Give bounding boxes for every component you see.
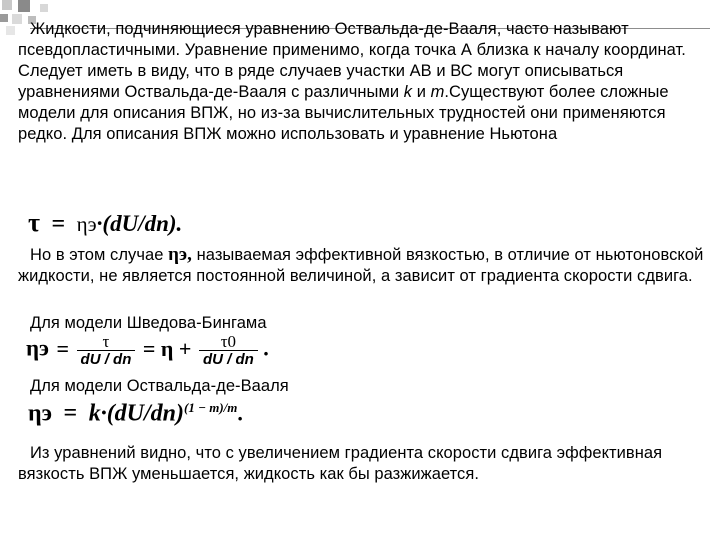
formula-bingham bbox=[26, 333, 269, 368]
paragraph-intro bbox=[18, 19, 710, 145]
ostwald-eta: ηэ bbox=[28, 400, 52, 427]
bingham-frac2-den: dU / dn bbox=[199, 350, 258, 368]
newton-eq: = bbox=[51, 211, 66, 237]
bingham-frac1-den: dU / dn bbox=[77, 350, 136, 368]
paragraph-bingham-label bbox=[18, 313, 710, 334]
intro-text: Жидкости, подчиняющиеся уравнению Оствальда-де-Вааля, часто называют псевдопластичными. Уравнение применимо, когда точка А близка к началу координат. Следует иметь в виду, что в ряде случаев участки АВ и ВС могут описываться уравнениями Оствальда-де-Вааля с различными bbox=[18, 20, 686, 101]
bingham-eq2: = η + bbox=[142, 335, 192, 361]
p2-eta: ηэ, bbox=[168, 244, 192, 265]
ostwald-label: Для модели Оствальда-де-Вааля bbox=[30, 377, 289, 395]
var-m: m bbox=[430, 83, 445, 101]
ostwald-body: k·(dU/dn) bbox=[88, 400, 185, 427]
ostwald-end: . bbox=[237, 400, 243, 426]
bingham-frac2 bbox=[199, 333, 258, 368]
bingham-frac2-num: τ0 bbox=[220, 332, 237, 351]
bingham-eta: ηэ bbox=[26, 335, 49, 361]
var-k: k bbox=[403, 83, 413, 101]
bingham-frac1 bbox=[77, 333, 136, 368]
newton-tau: τ bbox=[28, 208, 40, 237]
ostwald-eq: = bbox=[63, 400, 78, 427]
bingham-frac1-num: τ bbox=[102, 332, 110, 351]
paragraph-effective-viscosity bbox=[18, 244, 710, 287]
conclusion-text: Из уравнений видно, что с увеличением градиента скорости сдвига эффективная вязкость ВПЖ уменьшается, жидкость как бы разжижается. bbox=[18, 444, 663, 483]
bingham-end: . bbox=[263, 335, 269, 361]
p2-start: Но в этом случае bbox=[30, 246, 169, 264]
newton-eta: ηэ bbox=[76, 212, 97, 236]
paragraph-conclusion bbox=[18, 443, 710, 485]
newton-rest: ·(dU/dn). bbox=[96, 211, 183, 236]
bingham-label: Для модели Шведова-Бингама bbox=[30, 314, 267, 332]
formula-ostwald bbox=[28, 400, 243, 427]
bingham-eq1: = bbox=[56, 335, 70, 361]
intro-and: и bbox=[412, 83, 431, 101]
ostwald-exponent: (1 − m)/m bbox=[184, 400, 238, 415]
paragraph-ostwald-label bbox=[18, 376, 710, 397]
formula-newton bbox=[28, 208, 182, 238]
intro-text-end: .Существуют более сложные модели для описания ВПЖ, но из-за вычислительных трудностей они применяются редко. Для описания ВПЖ можно использовать и уравнение Ньютона bbox=[18, 83, 669, 143]
p2-end: называемая эффективной вязкостью, в отличие от ньютоновской жидкости, не является постоянной величиной, а зависит от градиента скорости сдвига. bbox=[18, 246, 704, 285]
